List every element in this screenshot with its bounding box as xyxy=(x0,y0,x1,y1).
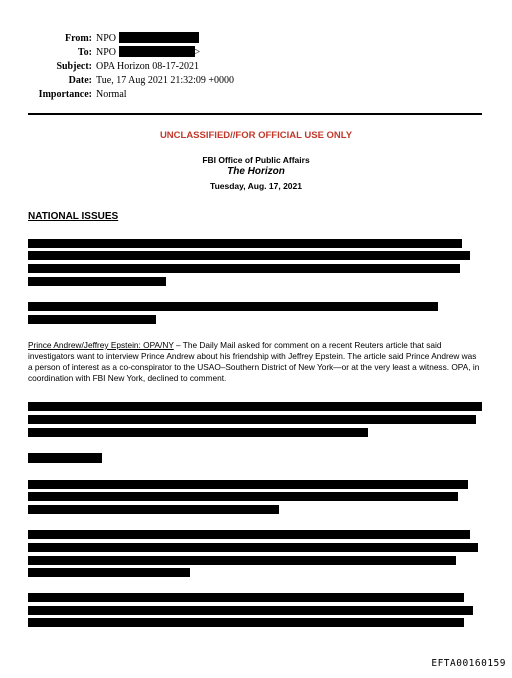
subject-row xyxy=(0,60,512,74)
redaction-bar xyxy=(28,593,464,602)
from-redaction xyxy=(119,32,199,43)
redaction-bar xyxy=(28,543,478,552)
redaction-bar xyxy=(28,277,166,286)
section-title: NATIONAL ISSUES xyxy=(28,211,119,222)
redaction-bar xyxy=(28,453,102,463)
redaction-bar xyxy=(28,239,462,248)
to-value: NPO > xyxy=(96,47,201,58)
from-value: NPO xyxy=(96,32,199,45)
redaction-bar xyxy=(28,492,458,501)
header-divider xyxy=(28,113,482,115)
office-name: FBI Office of Public Affairs xyxy=(202,155,310,165)
redaction-bar xyxy=(28,480,468,489)
to-label: To: xyxy=(77,47,92,58)
publication-title: The Horizon xyxy=(227,166,285,177)
importance-value: Normal xyxy=(96,89,127,100)
redaction-bar xyxy=(28,402,482,411)
email-header xyxy=(0,32,512,102)
subject-value: OPA Horizon 08-17-2021 xyxy=(96,61,199,72)
to-row xyxy=(0,46,512,60)
publication-date: Tuesday, Aug. 17, 2021 xyxy=(210,181,302,191)
redaction-bar xyxy=(28,302,438,311)
importance-row xyxy=(0,88,512,102)
classification-banner: UNCLASSIFIED//FOR OFFICIAL USE ONLY xyxy=(159,130,353,141)
news-item-prince-andrew xyxy=(28,340,482,384)
redaction-bar xyxy=(28,264,460,273)
redaction-bar xyxy=(28,556,456,565)
news-item-topic: Prince Andrew/Jeffrey Epstein: OPA/NY xyxy=(28,340,174,350)
from-label: From: xyxy=(64,33,92,44)
redaction-bar xyxy=(28,415,476,424)
redaction-bar xyxy=(28,251,470,260)
date-value: Tue, 17 Aug 2021 21:32:09 +0000 xyxy=(96,75,235,86)
date-row xyxy=(0,74,512,88)
redaction-bar xyxy=(28,315,156,324)
subject-label: Subject: xyxy=(56,61,92,72)
to-redaction xyxy=(119,46,195,57)
redaction-bar xyxy=(28,606,473,615)
document-id: EFTA00160159 xyxy=(431,658,506,669)
date-label: Date: xyxy=(68,75,92,86)
redaction-bar xyxy=(28,568,190,577)
importance-label: Importance: xyxy=(38,89,92,100)
from-row xyxy=(0,32,512,46)
redaction-bar xyxy=(28,530,470,539)
news-item-body: – The Daily Mail asked for comment on a recent Reuters article that said investigators want to interview Prince Andrew about his friendship with Jeffrey Epstein. The article said Prince Andrew was a person of interest as a co-conspirator to the USAO–Southern District of New York—or at the very least a witness. OPA, in coordination with FBI New York, declined to comment. xyxy=(28,340,480,383)
redaction-bar xyxy=(28,618,464,627)
redaction-bar xyxy=(28,428,368,437)
redaction-bar xyxy=(28,505,279,514)
